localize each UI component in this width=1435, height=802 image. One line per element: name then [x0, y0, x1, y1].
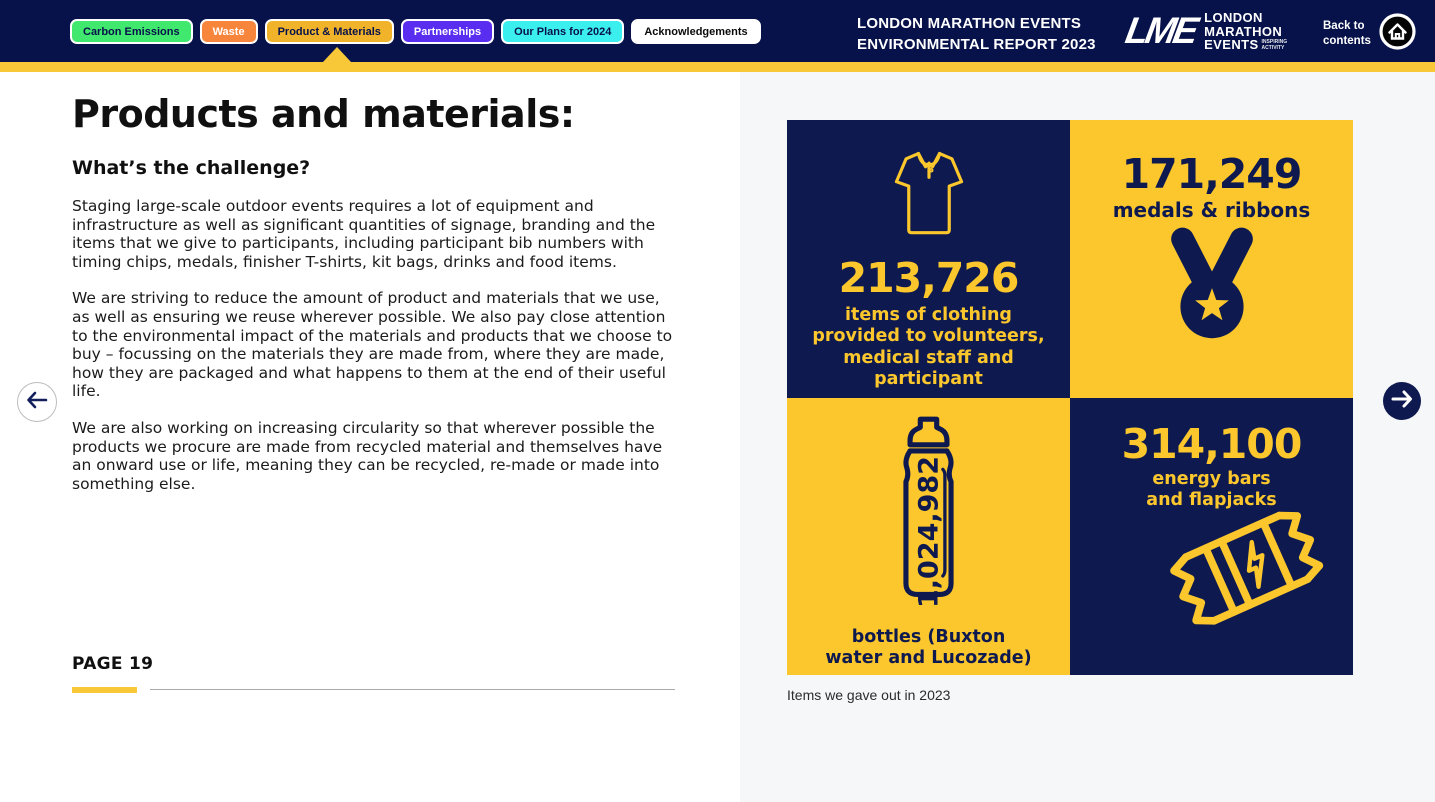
home-icon[interactable]: [1379, 13, 1416, 54]
page-number: PAGE 19: [72, 654, 154, 674]
logo-tagline: INSPIRING ACTIVITY: [1261, 39, 1288, 51]
report-title: LONDON MARATHON EVENTS ENVIRONMENTAL REPORT 2023: [857, 15, 1096, 53]
header-bar: [0, 0, 1435, 62]
page-number-underline: [72, 687, 137, 693]
section-tabs: [70, 19, 761, 44]
stat-label-energy-bars: energy bars and flapjacks: [1146, 468, 1277, 510]
tile-energy-bars: [1070, 398, 1353, 676]
tab-partnerships[interactable]: Partnerships: [401, 19, 494, 44]
infographic-caption: Items we gave out in 2023: [787, 687, 951, 703]
back-to-contents-label: Back to contents: [1323, 19, 1371, 47]
previous-page-button[interactable]: [17, 382, 57, 422]
page-title: Products and materials:: [72, 92, 575, 136]
lme-logo: LME LONDON MARATHON EVENTS INSPIRING ACTIVITY: [1122, 10, 1288, 53]
tab-acknowledgements[interactable]: Acknowledgements: [631, 19, 760, 44]
active-tab-pointer: [323, 47, 351, 62]
section-subtitle: What’s the challenge?: [72, 157, 311, 179]
tile-bottles: [787, 398, 1070, 676]
next-page-button[interactable]: [1383, 382, 1421, 420]
stat-value-energy-bars: 314,100: [1121, 419, 1302, 468]
tab-carbon-emissions[interactable]: Carbon Emissions: [70, 19, 193, 44]
stat-value-medals: 171,249: [1121, 150, 1302, 198]
stat-value-clothing: 213,726: [838, 254, 1019, 302]
items-infographic: [787, 120, 1353, 675]
body-paragraph: We are striving to reduce the amount of product and materials that we use, as well as ensuring we reuse wherever possible. We also pay close attention to the environmental impact of the materials and products that we choose to buy – focussing on the materials they are made from, where they are made, how they are packaged and what happens to them at the end of their useful life.: [72, 289, 673, 401]
body-paragraph: We are also working on increasing circularity so that wherever possible the products we procure are made from recycled material and themselves have an onward use or life, meaning they can be recycled, re-made or made into something else.: [72, 418, 663, 493]
tile-clothing: [787, 120, 1070, 398]
header-accent-strip: [0, 62, 1435, 72]
stat-value-bottles: 1,024,982: [913, 455, 944, 608]
right-arrow-icon: [1389, 386, 1415, 416]
stat-label-medals: medals & ribbons: [1112, 198, 1311, 223]
stat-label-bottles: bottles (Buxton water and Lucozade): [825, 626, 1032, 668]
tab-our-plans-2024[interactable]: Our Plans for 2024: [501, 19, 624, 44]
tab-waste[interactable]: Waste: [200, 19, 258, 44]
lme-monogram: LME: [1122, 10, 1199, 52]
footer-rule: [150, 689, 675, 690]
left-arrow-icon: [24, 387, 50, 417]
bottle-icon: [881, 414, 976, 619]
tshirt-icon: [885, 145, 973, 247]
stat-label-clothing: items of clothing provided to volunteers, medical staff and participant: [812, 305, 1045, 390]
medal-icon: [1152, 226, 1272, 352]
article-panel: [0, 72, 740, 802]
body-paragraph: Staging large-scale outdoor events requires a lot of equipment and infrastructure as well as significant quantities of signage, branding and the items that we give to participants, including participant bib numbers with timing chips, medals, finisher T-shirts, kit bags, drinks and food items.: [72, 197, 656, 271]
back-to-contents-button[interactable]: [1323, 13, 1416, 54]
infographic-panel: [740, 72, 1435, 802]
tab-product-materials[interactable]: Product & Materials: [265, 19, 394, 44]
tile-medals: [1070, 120, 1353, 398]
